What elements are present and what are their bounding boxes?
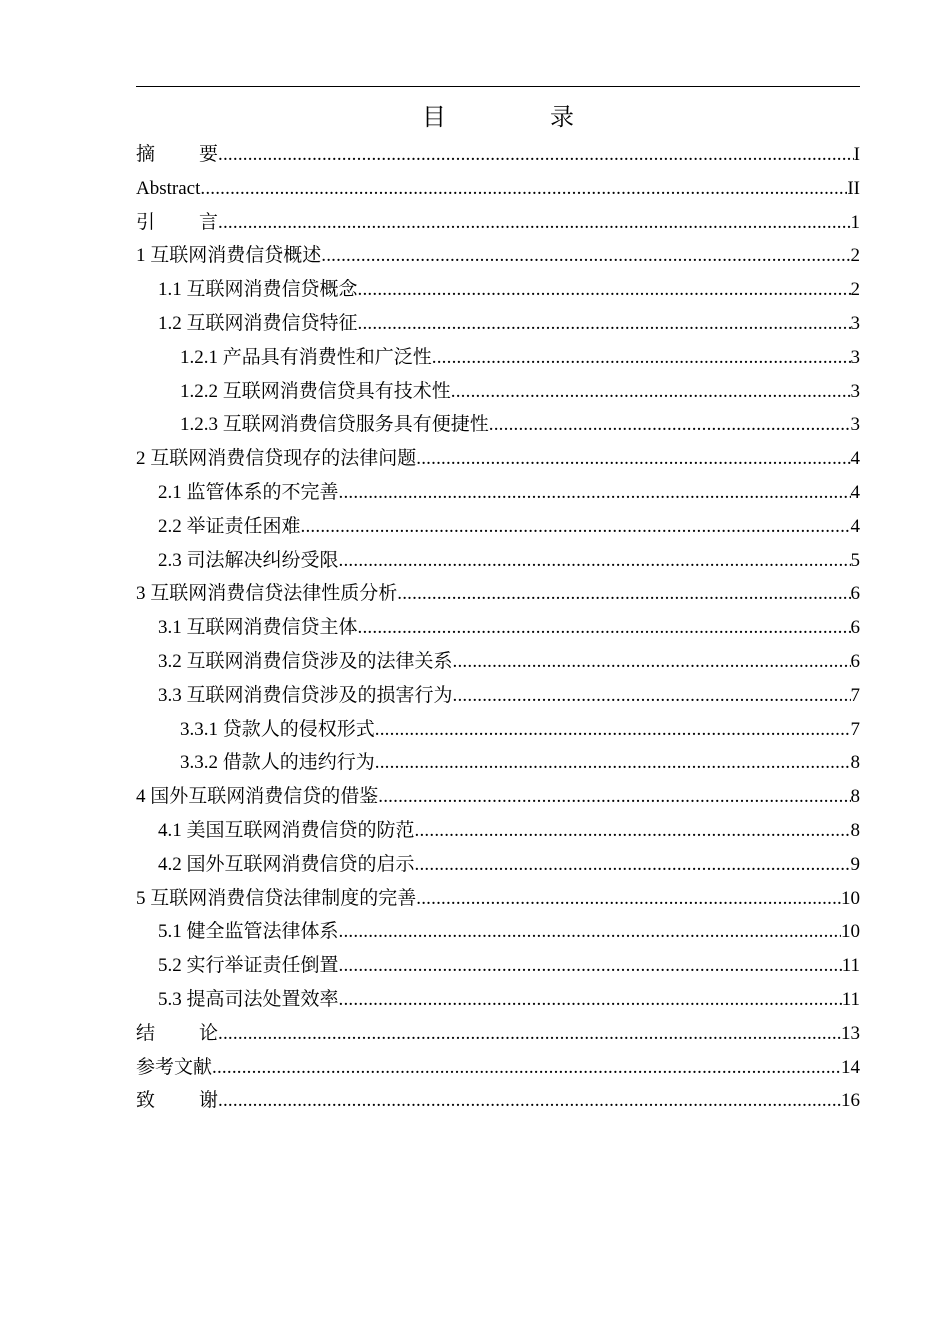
toc-entry[interactable] bbox=[136, 713, 860, 747]
toc-entry[interactable] bbox=[136, 442, 860, 476]
toc-entry[interactable] bbox=[136, 172, 860, 206]
toc-entry-page-number: 14 bbox=[841, 1056, 860, 1078]
toc-entry-title bbox=[136, 1084, 218, 1118]
toc-entry-title: 5.1 健全监管法律体系 bbox=[158, 921, 339, 943]
toc-entry-title: 3.1 互联网消费信贷主体 bbox=[158, 617, 358, 639]
toc-entry[interactable] bbox=[136, 915, 860, 949]
toc-entry-page-number: 8 bbox=[850, 752, 860, 774]
toc-entry[interactable] bbox=[136, 645, 860, 679]
toc-entry-title: 5.2 实行举证责任倒置 bbox=[158, 955, 339, 977]
toc-entry-title-char: 要 bbox=[199, 144, 219, 165]
toc-dot-leader bbox=[375, 746, 851, 780]
toc-entry-page-number: 7 bbox=[850, 718, 860, 740]
toc-entry[interactable] bbox=[136, 679, 860, 713]
toc-entry-page-number: 2 bbox=[850, 245, 860, 267]
toc-entry-title: 4.1 美国互联网消费信贷的防范 bbox=[158, 819, 415, 841]
toc-entry-page-number: 16 bbox=[841, 1090, 860, 1112]
toc-entry[interactable] bbox=[136, 949, 860, 983]
toc-entry[interactable] bbox=[136, 510, 860, 544]
toc-entry-page-number: II bbox=[847, 177, 860, 199]
toc-entry-title: 2.3 司法解决纠纷受限 bbox=[158, 549, 339, 571]
toc-dot-leader bbox=[358, 273, 851, 307]
toc-dot-leader bbox=[218, 1084, 841, 1118]
toc-entry-page-number: 3 bbox=[850, 312, 860, 334]
toc-entry[interactable] bbox=[136, 544, 860, 578]
toc-entry-page-number: 5 bbox=[850, 549, 860, 571]
toc-dot-leader bbox=[432, 341, 851, 375]
toc-entry-title: Abstract bbox=[136, 177, 201, 199]
toc-entry-page-number: 7 bbox=[850, 684, 860, 706]
toc-entry-page-number: 4 bbox=[850, 481, 860, 503]
toc-entry-title-char: 摘 bbox=[136, 144, 200, 165]
header-rule bbox=[136, 86, 860, 87]
toc-entry[interactable] bbox=[136, 983, 860, 1017]
toc-entry-title: 1.2 互联网消费信贷特征 bbox=[158, 312, 358, 334]
toc-entry[interactable] bbox=[136, 611, 860, 645]
toc-dot-leader bbox=[416, 442, 850, 476]
toc-entry-page-number: 2 bbox=[850, 279, 860, 301]
toc-dot-leader bbox=[453, 645, 851, 679]
toc-entry[interactable] bbox=[136, 375, 860, 409]
toc-entry-title-char: 言 bbox=[199, 211, 219, 233]
toc-entry-title: 2.1 监管体系的不完善 bbox=[158, 481, 339, 503]
toc-entry-title: 5.3 提高司法处置效率 bbox=[158, 988, 339, 1010]
toc-dot-leader bbox=[339, 915, 841, 949]
toc-dot-leader bbox=[218, 138, 854, 172]
toc-entry-title: 3.3 互联网消费信贷涉及的损害行为 bbox=[158, 684, 453, 706]
toc-entry-title-char: 论 bbox=[199, 1022, 219, 1044]
toc-entry[interactable] bbox=[136, 341, 860, 375]
toc-entry-page-number: I bbox=[853, 144, 860, 165]
toc-entry[interactable] bbox=[136, 273, 860, 307]
toc-entry-page-number: 6 bbox=[850, 617, 860, 639]
toc-entry[interactable] bbox=[136, 780, 860, 814]
toc-entry[interactable] bbox=[136, 848, 860, 882]
table-of-contents bbox=[136, 138, 860, 1118]
toc-entry[interactable] bbox=[136, 577, 860, 611]
toc-entry-page-number: 1 bbox=[850, 211, 860, 233]
toc-entry-title: 2.2 举证责任困难 bbox=[158, 515, 301, 537]
toc-dot-leader bbox=[378, 780, 850, 814]
toc-entry[interactable] bbox=[136, 138, 860, 172]
toc-dot-leader bbox=[489, 408, 851, 442]
toc-entry[interactable] bbox=[136, 408, 860, 442]
toc-entry[interactable] bbox=[136, 206, 860, 240]
toc-entry-title-char: 结 bbox=[136, 1022, 200, 1044]
toc-dot-leader bbox=[415, 848, 851, 882]
toc-dot-leader bbox=[218, 1017, 841, 1051]
toc-dot-leader bbox=[339, 949, 842, 983]
toc-entry[interactable] bbox=[136, 476, 860, 510]
toc-dot-leader bbox=[375, 713, 851, 747]
toc-dot-leader bbox=[339, 983, 842, 1017]
toc-entry-page-number: 4 bbox=[850, 515, 860, 537]
toc-entry-title: 1.2.2 互联网消费信贷具有技术性 bbox=[180, 380, 451, 402]
toc-dot-leader bbox=[416, 882, 841, 916]
toc-entry-page-number: 3 bbox=[850, 380, 860, 402]
toc-dot-leader bbox=[358, 307, 851, 341]
toc-entry-page-number: 6 bbox=[850, 583, 860, 605]
toc-entry-title: 4.2 国外互联网消费信贷的启示 bbox=[158, 853, 415, 875]
toc-entry-title-char: 引 bbox=[136, 211, 200, 233]
toc-entry-title-char: 谢 bbox=[199, 1090, 219, 1112]
toc-entry-title bbox=[136, 138, 218, 172]
toc-entry-title: 2 互联网消费信贷现存的法律问题 bbox=[136, 448, 417, 470]
toc-dot-leader bbox=[397, 577, 850, 611]
toc-entry[interactable] bbox=[136, 1084, 860, 1118]
toc-dot-leader bbox=[212, 1051, 841, 1085]
toc-entry[interactable] bbox=[136, 814, 860, 848]
toc-entry-page-number: 3 bbox=[850, 414, 860, 436]
toc-entry-title-char: 致 bbox=[136, 1090, 200, 1112]
toc-entry-title: 1 互联网消费信贷概述 bbox=[136, 245, 322, 267]
toc-dot-leader bbox=[321, 239, 850, 273]
toc-dot-leader bbox=[218, 206, 850, 240]
toc-entry[interactable] bbox=[136, 307, 860, 341]
toc-entry[interactable] bbox=[136, 239, 860, 273]
toc-entry[interactable] bbox=[136, 882, 860, 916]
toc-entry-title: 3.3.1 贷款人的侵权形式 bbox=[180, 718, 375, 740]
toc-entry-title: 3.3.2 借款人的违约行为 bbox=[180, 752, 375, 774]
toc-dot-leader bbox=[301, 510, 851, 544]
toc-title: 目 录 bbox=[422, 103, 614, 131]
toc-dot-leader bbox=[200, 172, 847, 206]
toc-entry-page-number: 9 bbox=[850, 853, 860, 875]
toc-dot-leader bbox=[358, 611, 851, 645]
toc-entry-page-number: 8 bbox=[850, 819, 860, 841]
toc-entry-page-number: 11 bbox=[841, 988, 860, 1010]
toc-entry-page-number: 13 bbox=[841, 1022, 860, 1044]
toc-entry-page-number: 10 bbox=[841, 921, 860, 943]
toc-entry-title: 参考文献 bbox=[136, 1056, 213, 1078]
toc-entry-title bbox=[136, 1017, 218, 1051]
toc-entry-page-number: 3 bbox=[850, 346, 860, 368]
toc-dot-leader bbox=[451, 375, 851, 409]
toc-entry-title: 5 互联网消费信贷法律制度的完善 bbox=[136, 887, 417, 909]
toc-dot-leader bbox=[339, 544, 851, 578]
toc-entry[interactable] bbox=[136, 1017, 860, 1051]
toc-entry-title: 3.2 互联网消费信贷涉及的法律关系 bbox=[158, 650, 453, 672]
toc-entry[interactable] bbox=[136, 1051, 860, 1085]
toc-entry-title: 1.1 互联网消费信贷概念 bbox=[158, 279, 358, 301]
toc-entry-title: 1.2.1 产品具有消费性和广泛性 bbox=[180, 346, 432, 368]
toc-entry-page-number: 11 bbox=[841, 955, 860, 977]
toc-entry-title: 4 国外互联网消费信贷的借鉴 bbox=[136, 786, 379, 808]
toc-dot-leader bbox=[415, 814, 851, 848]
toc-entry-title bbox=[136, 206, 218, 240]
toc-entry-page-number: 4 bbox=[850, 448, 860, 470]
toc-entry[interactable] bbox=[136, 746, 860, 780]
toc-entry-title: 3 互联网消费信贷法律性质分析 bbox=[136, 583, 398, 605]
toc-entry-page-number: 10 bbox=[841, 887, 860, 909]
toc-entry-title: 1.2.3 互联网消费信贷服务具有便捷性 bbox=[180, 414, 489, 436]
toc-dot-leader bbox=[453, 679, 851, 713]
toc-entry-page-number: 8 bbox=[850, 786, 860, 808]
toc-entry-page-number: 6 bbox=[850, 650, 860, 672]
toc-dot-leader bbox=[339, 476, 851, 510]
